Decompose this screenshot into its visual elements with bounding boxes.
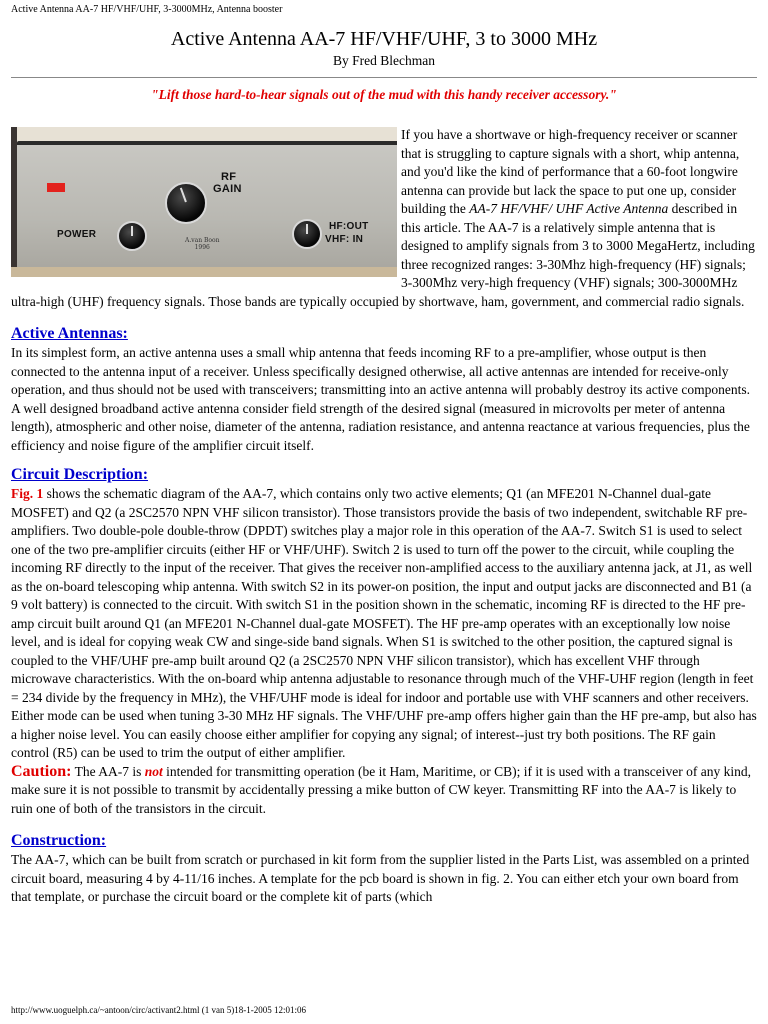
tagline: "Lift those hard-to-hear signals out of the mud with this handy receiver accessory." bbox=[151, 87, 617, 102]
byline: By Fred Blechman bbox=[333, 53, 435, 68]
intro-paragraph: If you have a shortwave or high-frequency receiver or scanner that is struggling to capture signals with a short, whip antenna, and you'd like the kind of performance that a 60-foot longwire antenna can provide but lack the space to put one up, consider building the AA-7 HF/VHF/ UHF Active Antenna described in this article. The AA-7 is a relatively simple antenna that is designed to amplify signals from 3 to 3000 MegaHertz, including three recognized ranges: 3-30Mhz high-frequency (HF) signals; 3-300Mhz very-high frequency (VHF) signals; 300-3000MHz ultra-high (UHF) frequency signals. Those bands are typically occupied by shortwave, ham, government, and commercial radio signals. bbox=[11, 127, 755, 309]
not-emphasis: not bbox=[144, 763, 163, 779]
circuit-description-paragraph: Fig. 1 shows the schematic diagram of the AA-7, which contains only two active elements; Q1 (an MFE201 N-Channel dual-gate MOSFET) and Q2 (a 2SC2570 NPN VHF silicon transistor). Those transistors provide the basis of two independent, switchable RF pre-amplifiers. Two double-pole double-throw (DPDT) switches play a major role in this operation of the AA-7. Switch S1 is used to select one of the two pre-amplifier circuits (either HF or VHF/UHF). Switch 2 is used to turn off the power to the circuit, while coupling the incoming RF directly to the input of the receiver. That gives the receiver non-amplified access to the auxiliary antenna jack, at J1, as well as the on-board telescoping whip antenna. With switch S2 in its power-on position, the input and output jacks are disconnected and B1 (a 9 volt battery) is connected to the circuit. With switch S1 in the position shown in the schematic, incoming RF is directed to the HF pre-amp circuit built around Q1 (an MFE201 N-Channel dual-gate MOSFET). The HF pre-amp operates with an exceptionally low noise level, and is ideal for copying weak CW and singe-side band signals. When S1 is switched to the other position, the captured signal is coupled to the VHF/UHF pre-amp built around Q2 (a 2SC2570 NPN VHF silicon transistor), which has excellent VHF through microwave characteristics. With the on-board whip antenna adjustable to resonance through much of the VHF-UHF region (length in feet = 234 divide by the frequency in MHz), the VHF/UHF mode is ideal for indoor and portable use with VHF scanners and other receivers. Either mode can be used when tuning 3-30 MHz HF signals. The VHF/UHF pre-amp offers higher gain than the HF pre-amp, but also has a higher noise level. You can easily choose either amplifier for copying any signal; of interest--just try both positions. The RF gain control (R5) can be used to trim the output of either amplifier. bbox=[11, 486, 757, 760]
active-antennas-paragraph: In its simplest form, an active antenna uses a small whip antenna that feeds incoming RF to a pre-amplifier, whose output is then connected to the antenna input of a receiver. Unless specifically designed otherwise, all active antennas are intended for receive-only operation, and thus should not be used with transceivers; transmitting into an active antenna will probably destroy its active components. A well designed broadband active antenna consider field strength of the desired signal (measured in microvolts per meter of antenna length), atmospheric and other noise, diameter of the antenna, radiation resistance, and antenna reactance at various frequencies, plus the efficiency and noise figure of the amplifier circuit itself. bbox=[11, 345, 750, 453]
construction-paragraph: The AA-7, which can be built from scratch or purchased in kit form from the supplier listed in the Parts List, was assembled on a printed circuit board, measuring 4 by 4-11/16 inches. A template for the pcb board is shown in fig. 2. You can either etch your own board from that template, or purchase the circuit board or the complete kit of parts (which bbox=[11, 852, 750, 904]
divider bbox=[11, 77, 757, 78]
heading-construction: Construction: bbox=[11, 832, 107, 849]
rf-label: RF bbox=[221, 171, 237, 183]
heading-circuit-description: Circuit Description: bbox=[11, 466, 149, 483]
power-switch-knob-icon bbox=[117, 221, 147, 251]
hf-out-label: HF:OUT bbox=[329, 221, 369, 232]
fig-1-link[interactable]: Fig. 1 bbox=[11, 486, 44, 501]
band-switch-knob-icon bbox=[292, 219, 322, 249]
intro-section bbox=[11, 126, 757, 311]
builder-signature: A.van Boon 1996 bbox=[185, 237, 220, 251]
antenna-device-photo bbox=[11, 127, 397, 277]
browser-print-footer: http://www.uoguelph.ca/~antoon/circ/activant2.html (1 van 5)18-1-2005 12:01:06 bbox=[11, 1005, 306, 1015]
device-front-panel bbox=[17, 141, 397, 277]
heading-active-antennas: Active Antennas: bbox=[11, 325, 128, 342]
power-led-icon bbox=[47, 183, 65, 192]
power-label: POWER bbox=[57, 229, 97, 240]
article bbox=[11, 26, 757, 907]
gain-label: GAIN bbox=[213, 183, 242, 195]
table-surface bbox=[11, 267, 397, 277]
caution-paragraph: Caution: The AA-7 is not intended for transmitting operation (be it Ham, Maritime, or CB); if it is used with a transceiver of any kind, make sure it is not possible to transmit by accidentally pressing a mike button of CW keyer. Transmitting RF into the AA-7 is likely to ruin one of both of the transistors in the circuit. bbox=[11, 762, 751, 816]
rf-gain-knob-icon bbox=[165, 182, 207, 224]
vhf-in-label: VHF: IN bbox=[325, 234, 364, 245]
article-title: Active Antenna AA-7 HF/VHF/UHF, 3 to 3000 MHz bbox=[170, 28, 598, 50]
product-name: AA-7 HF/VHF/ UHF Active Antenna bbox=[469, 201, 669, 216]
caution-label: Caution: bbox=[11, 762, 72, 780]
browser-print-header: Active Antenna AA-7 HF/VHF/UHF, 3-3000MHz, Antenna booster bbox=[11, 4, 283, 15]
